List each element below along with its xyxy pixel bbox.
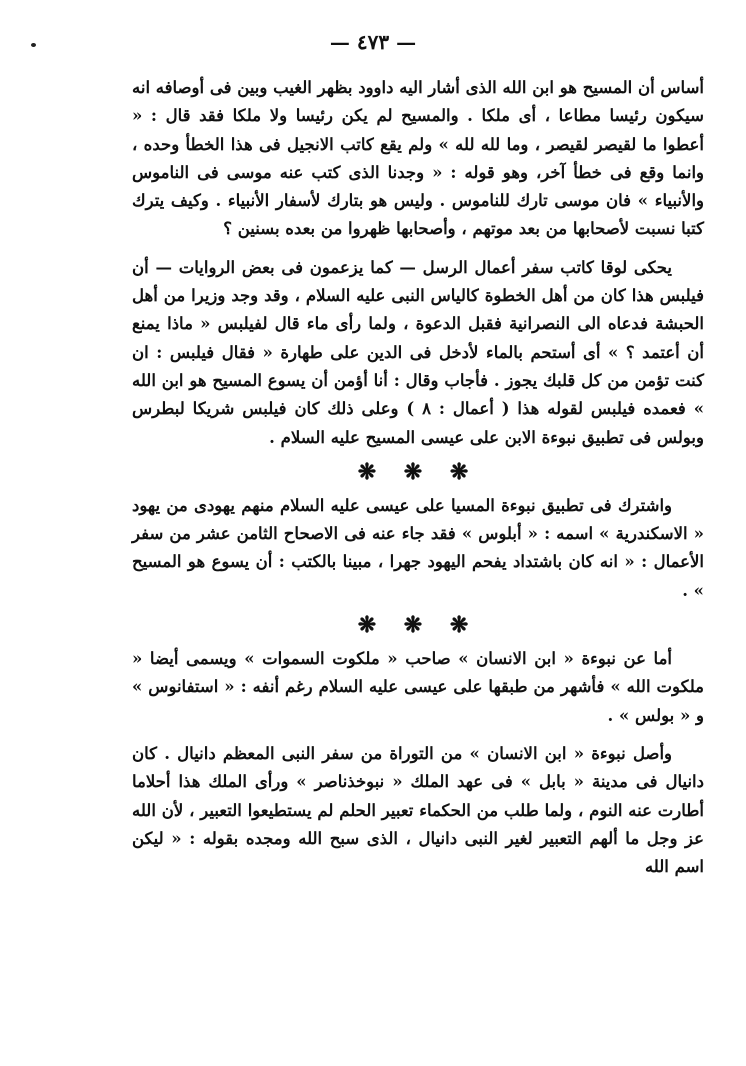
page-number: — ٤٧٣ — bbox=[329, 30, 417, 54]
paragraph-1: أساس أن المسيح هو ابن الله الذى أشار اليه داوود بظهر الغيب وبين فى أوصافه انه سيكون رئيسا مطاعا ، أى ملكا . والمسيح لم يكن رئيسا ولا ملكا فقد قال : « أعطوا ما لقيصر لقيصر ، وما لله لله » ولم يقع كاتب الانجيل فى هذا الخطأ وحده ، وانما وقع فى خطأ آخر، وهو قوله : « وجدنا الذى كتب عنه موسى فى الناموس والأنبياء » فان موسى تارك للناموس . وليس هو بتارك لأسفار الأنبياء . وكيف يترك كتبا نسبت لأصحابها من بعد موتهم ، وأصحابها ظهروا من بعده بسنين ؟ bbox=[132, 78, 704, 239]
paragraph-4: أما عن نبوءة « ابن الانسان » صاحب « ملكوت السموات » ويسمى أيضا « ملكوت الله » فأشهر من طبقها على عيسى عليه السلام رغم أنفه : « استفانوس » و « بولس » . bbox=[132, 649, 704, 725]
paragraph-gap bbox=[132, 730, 704, 740]
paragraph-gap bbox=[132, 244, 704, 254]
paragraph-3: واشترك فى تطبيق نبوءة المسيا على عيسى عليه السلام منهم يهودى من يهود « الاسكندرية » اسمه : « أبلوس » فقد جاء عنه فى الاصحاح الثامن عشر من سفر الأعمال : « انه كان باشتداد يفحم اليهود جهرا ، مبينا بالكتب : أن يسوع هو المسيح » . bbox=[132, 495, 704, 600]
paragraph-2: يحكى لوقا كاتب سفر أعمال الرسل — كما يزعمون فى بعض الروايات — أن فيلبس هذا كان من أهل الخطوة كالياس النبى عليه السلام ، وقد وجد وزيرا من أهل الحبشة فدعاه الى النصرانية فقبل الدعوة ، ولما رأى ماء قال لفيلبس « ماذا يمنع أن أعتمد ؟ » أى أستحم بالماء لأدخل فى الدين على طهارة « فقال فيلبس : ان كنت تؤمن من كل قلبك يجوز . فأجاب وقال : أنا أؤمن أن يسوع المسيح هو ابن الله » فعمده فيلبس لقوله هذا ( أعمال : ٨ ) وعلى ذلك كان فيلبس شريكا لبطرس وبولس فى تطبيق نبوءة الابن على عيسى المسيح عليه السلام . bbox=[132, 257, 705, 447]
page-body bbox=[132, 74, 704, 881]
paragraph-5: وأصل نبوءة « ابن الانسان » من التوراة من سفر النبى المعظم دانيال . كان دانيال فى مدينة « بابل » فى عهد الملك « نبوخذناصر » ورأى الملك هذا أحلاما أطارت عنه النوم ، ولما طلب من الحكماء تعبير الحلم لم يستطيعوا التعبير ، لأن الله عز وجل ما ألهم التعبير لغير النبى دانيال ، الذى سبح الله ومجده بقوله : « ليكن اسم الله bbox=[132, 743, 704, 877]
section-divider: ❋ ❋ ❋ bbox=[357, 612, 479, 639]
section-divider: ❋ ❋ ❋ bbox=[357, 458, 479, 485]
